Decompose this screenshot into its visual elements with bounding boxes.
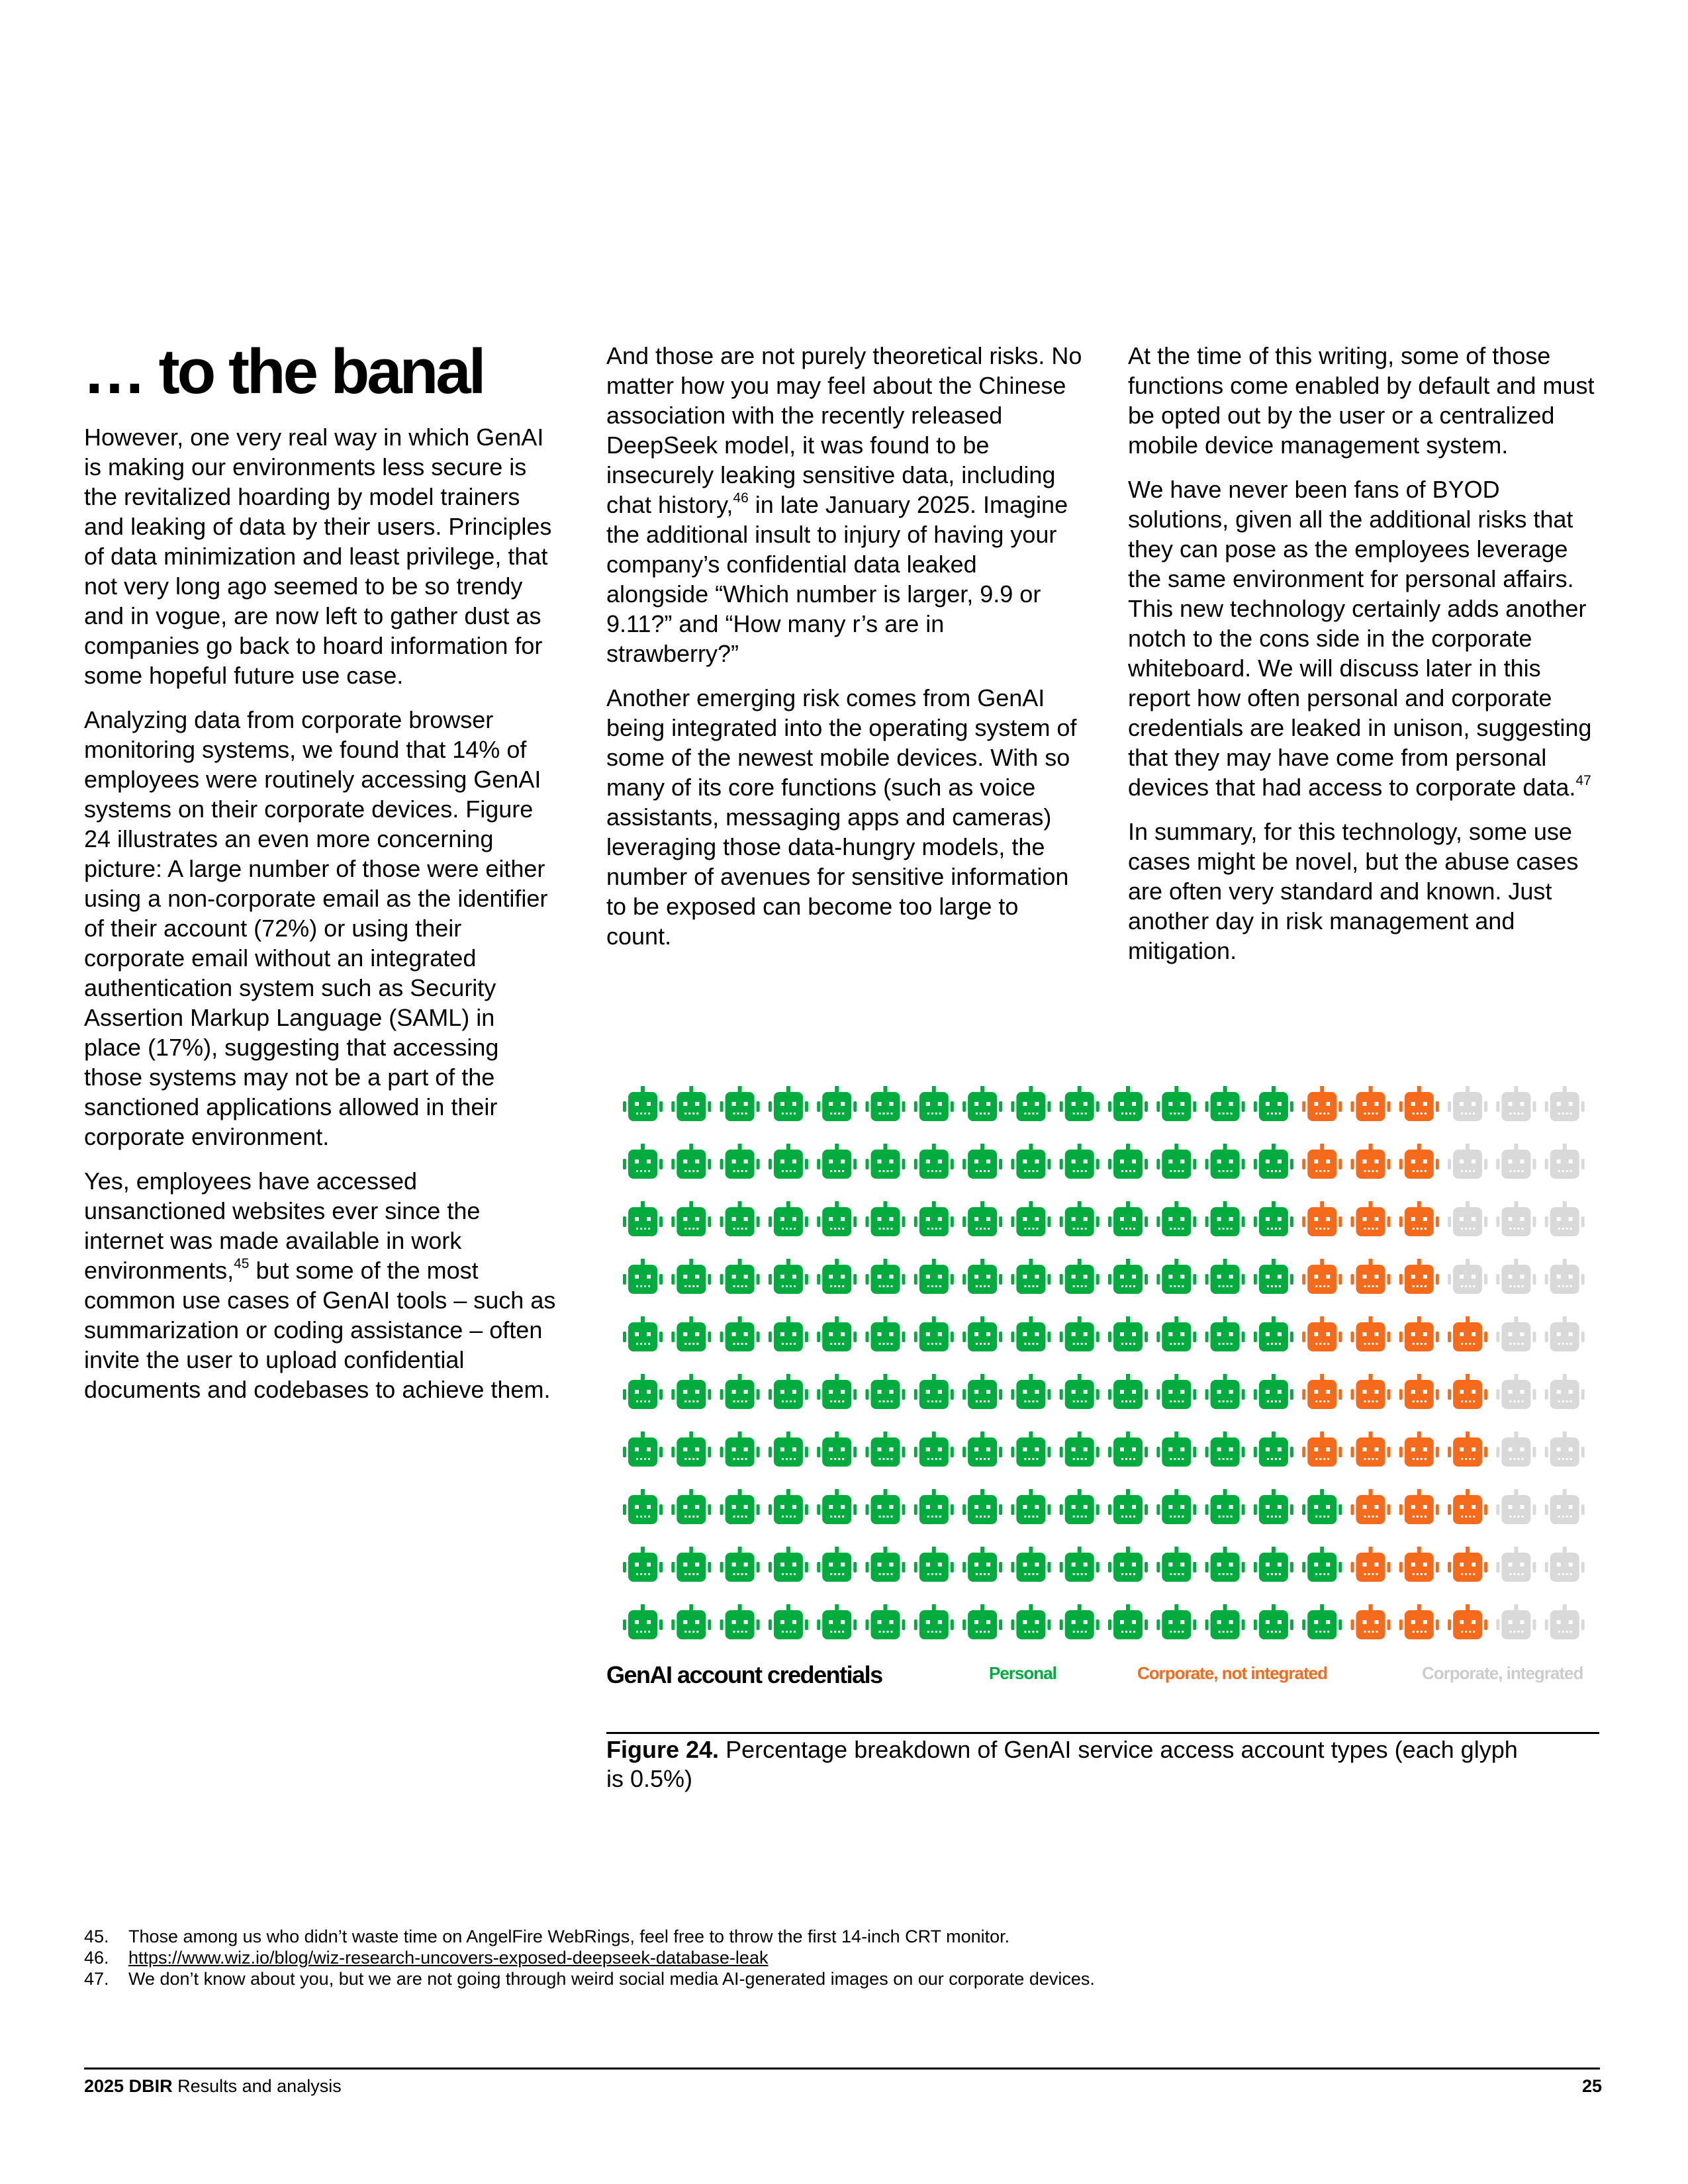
robot-glyph-personal bbox=[671, 1489, 711, 1524]
robot-glyph-personal bbox=[866, 1604, 906, 1639]
robot-glyph-personal bbox=[962, 1547, 1002, 1582]
robot-glyph-personal bbox=[1108, 1432, 1148, 1467]
robot-glyph-personal bbox=[1156, 1374, 1196, 1409]
robot-glyph-corporate-not-integrated bbox=[1351, 1086, 1391, 1121]
footnote-number: 45. bbox=[84, 1927, 109, 1946]
robot-glyph-corporate-integrated bbox=[1545, 1432, 1585, 1467]
robot-glyph-personal bbox=[769, 1547, 808, 1582]
robot-glyph-corporate-not-integrated bbox=[1351, 1547, 1391, 1582]
robot-glyph-corporate-not-integrated bbox=[1448, 1547, 1487, 1582]
robot-glyph-personal bbox=[720, 1374, 760, 1409]
robot-glyph-personal bbox=[671, 1086, 711, 1121]
robot-glyph-corporate-integrated bbox=[1448, 1201, 1487, 1236]
robot-glyph-personal bbox=[671, 1432, 711, 1467]
robot-glyph-corporate-not-integrated bbox=[1302, 1144, 1342, 1179]
robot-glyph-personal bbox=[1108, 1259, 1148, 1294]
robot-glyph-personal bbox=[866, 1432, 906, 1467]
robot-glyph-personal bbox=[1156, 1432, 1196, 1467]
robot-glyph-personal bbox=[1108, 1374, 1148, 1409]
robot-glyph-personal bbox=[962, 1316, 1002, 1351]
robot-glyph-corporate-not-integrated bbox=[1399, 1259, 1439, 1294]
robot-glyph-corporate-not-integrated bbox=[1351, 1489, 1391, 1524]
robot-glyph-personal bbox=[769, 1201, 808, 1236]
robot-glyph-personal bbox=[1011, 1604, 1051, 1639]
robot-glyph-personal bbox=[817, 1489, 857, 1524]
legend-item-corporate-integrated: Corporate, integrated bbox=[1422, 1663, 1583, 1683]
robot-glyph-chart bbox=[613, 1080, 1599, 1649]
robot-glyph-corporate-integrated bbox=[1545, 1316, 1585, 1351]
robot-glyph-corporate-not-integrated bbox=[1302, 1316, 1342, 1351]
robot-glyph-corporate-integrated bbox=[1496, 1086, 1536, 1121]
robot-glyph-corporate-not-integrated bbox=[1351, 1144, 1391, 1179]
robot-glyph-personal bbox=[1156, 1547, 1196, 1582]
paragraph-text: in late January 2025. Imagine the additional insult to injury of having your company’s confidential data leaked alongside “Which number is larger, 9.9 or 9.11?” and “How many r’s are in strawberry?” bbox=[606, 491, 1068, 667]
robot-glyph-personal bbox=[866, 1489, 906, 1524]
robot-glyph-personal bbox=[769, 1259, 808, 1294]
robot-glyph-personal bbox=[623, 1086, 663, 1121]
robot-glyph-corporate-integrated bbox=[1545, 1489, 1585, 1524]
robot-glyph-corporate-not-integrated bbox=[1302, 1259, 1342, 1294]
robot-glyph-personal bbox=[817, 1604, 857, 1639]
page-number: 25 bbox=[1581, 2076, 1602, 2096]
robot-glyph-personal bbox=[962, 1489, 1002, 1524]
paragraph: However, one very real way in which GenAI is making our environments less secure is the revitalized hoarding by model trainers and leaking of data by their users. Principles of data minimization and least privilege, that not very long ago seemed to be so trendy and in vogue, are now left to gather dust as companies go back to hoard information for some hopeful future use case. bbox=[84, 424, 552, 689]
report-name: 2025 DBIR bbox=[84, 2076, 173, 2096]
robot-glyph-personal bbox=[914, 1604, 954, 1639]
footnotes bbox=[84, 1926, 1143, 1989]
robot-glyph-personal bbox=[671, 1316, 711, 1351]
robot-glyph-personal bbox=[1108, 1086, 1148, 1121]
robot-glyph-personal bbox=[1205, 1259, 1245, 1294]
robot-glyph-corporate-integrated bbox=[1545, 1604, 1585, 1639]
robot-glyph-personal bbox=[962, 1604, 1002, 1639]
footnote-ref-46[interactable]: 46 bbox=[733, 490, 749, 506]
robot-glyph-corporate-integrated bbox=[1496, 1201, 1536, 1236]
robot-glyph-personal bbox=[720, 1144, 760, 1179]
robot-glyph-corporate-not-integrated bbox=[1399, 1086, 1439, 1121]
robot-glyph-personal bbox=[1060, 1259, 1100, 1294]
robot-glyph-personal bbox=[769, 1489, 808, 1524]
section-heading: … to the banal bbox=[83, 336, 484, 407]
robot-glyph-corporate-integrated bbox=[1496, 1316, 1536, 1351]
footnote-46 bbox=[84, 1947, 1143, 1968]
robot-glyph-personal bbox=[1011, 1489, 1051, 1524]
robot-glyph-personal bbox=[623, 1316, 663, 1351]
robot-glyph-personal bbox=[1060, 1374, 1100, 1409]
robot-glyph-personal bbox=[720, 1432, 760, 1467]
robot-glyph-personal bbox=[1011, 1086, 1051, 1121]
robot-glyph-personal bbox=[1254, 1432, 1293, 1467]
robot-glyph-personal bbox=[914, 1547, 954, 1582]
robot-glyph-corporate-integrated bbox=[1448, 1259, 1487, 1294]
robot-glyph-personal bbox=[914, 1432, 954, 1467]
robot-glyph-personal bbox=[1254, 1374, 1293, 1409]
robot-glyph-personal bbox=[1011, 1316, 1051, 1351]
robot-glyph-corporate-not-integrated bbox=[1448, 1489, 1487, 1524]
robot-glyph-personal bbox=[1205, 1547, 1245, 1582]
robot-glyph-corporate-not-integrated bbox=[1448, 1432, 1487, 1467]
paragraph: In summary, for this technology, some use cases might be novel, but the abuse cases are often very standard and known. Just another day in risk management and mitigation. bbox=[1128, 818, 1579, 964]
robot-glyph-personal bbox=[914, 1316, 954, 1351]
robot-glyph-corporate-not-integrated bbox=[1351, 1604, 1391, 1639]
robot-glyph-personal bbox=[1108, 1489, 1148, 1524]
robot-glyph-personal bbox=[1302, 1489, 1342, 1524]
robot-glyph-corporate-not-integrated bbox=[1302, 1201, 1342, 1236]
robot-glyph-personal bbox=[817, 1259, 857, 1294]
robot-glyph-corporate-integrated bbox=[1545, 1547, 1585, 1582]
robot-glyph-personal bbox=[1011, 1259, 1051, 1294]
robot-glyph-personal bbox=[671, 1374, 711, 1409]
robot-glyph-personal bbox=[720, 1547, 760, 1582]
robot-glyph-personal bbox=[817, 1316, 857, 1351]
robot-glyph-personal bbox=[623, 1259, 663, 1294]
robot-glyph-personal bbox=[817, 1432, 857, 1467]
robot-glyph-personal bbox=[962, 1432, 1002, 1467]
paragraph: Another emerging risk comes from GenAI being integrated into the operating system of some of the newest mobile devices. With so many of its core functions (such as voice assistants, messaging apps and cameras) leveraging those data-hungry models, the number of avenues for sensitive information to be exposed can become too large to count. bbox=[606, 684, 1077, 950]
robot-glyph-personal bbox=[769, 1374, 808, 1409]
paragraph-text: And those are not purely theoretical risks. No matter how you may feel about the Chinese association with the recently released DeepSeek model, it was found to be insecurely leaking sensitive data, including chat history, bbox=[606, 342, 1082, 518]
robot-glyph-personal bbox=[1060, 1201, 1100, 1236]
column-2 bbox=[606, 341, 1083, 966]
paragraph: Analyzing data from corporate browser monitoring systems, we found that 14% of employees were routinely accessing GenAI systems on their corporate devices. Figure 24 illustrates an even more concerning picture: A large number of those were either using a non-corporate email as the identifier of their account (72%) or using their corporate email without an integrated authentication system such as Security Assertion Markup Language (SAML) in place (17%), suggesting that accessing those systems may not be a part of the sanctioned applications allowed in their corporate environment. bbox=[84, 706, 548, 1150]
robot-glyph-personal bbox=[866, 1144, 906, 1179]
paragraph-text: We have never been fans of BYOD solutions, given all the additional risks that they can pose as the employees leverage the same environment for personal affairs. This new technology certainly adds another notch to the cons side in the corporate whiteboard. We will discuss later in this report how often personal and corporate credentials are leaked in unison, suggesting that they may have come from personal devices that had access to corporate data. bbox=[1128, 476, 1592, 801]
robot-glyph-corporate-not-integrated bbox=[1351, 1374, 1391, 1409]
footnote-text: We don’t know about you, but we are not going through weird social media AI-generated images on our corporate devices. bbox=[128, 1969, 1095, 1989]
robot-glyph-corporate-integrated bbox=[1448, 1086, 1487, 1121]
robot-glyph-personal bbox=[1060, 1547, 1100, 1582]
robot-glyph-personal bbox=[769, 1604, 808, 1639]
robot-glyph-personal bbox=[1205, 1374, 1245, 1409]
robot-glyph-corporate-not-integrated bbox=[1448, 1604, 1487, 1639]
legend-item-personal: Personal bbox=[989, 1663, 1056, 1683]
robot-glyph-personal bbox=[914, 1086, 954, 1121]
robot-glyph-personal bbox=[1011, 1144, 1051, 1179]
robot-glyph-personal bbox=[1156, 1201, 1196, 1236]
paragraph bbox=[1128, 475, 1605, 802]
robot-glyph-personal bbox=[1254, 1489, 1293, 1524]
robot-glyph-corporate-not-integrated bbox=[1448, 1316, 1487, 1351]
footnote-text: Those among us who didn’t waste time on AngelFire WebRings, feel free to throw the first 14-inch CRT monitor. bbox=[128, 1927, 1010, 1946]
robot-glyph-personal bbox=[817, 1086, 857, 1121]
robot-glyph-corporate-integrated bbox=[1496, 1432, 1536, 1467]
robot-glyph-personal bbox=[671, 1604, 711, 1639]
robot-glyph-personal bbox=[1156, 1144, 1196, 1179]
robot-glyph-personal bbox=[1254, 1547, 1293, 1582]
robot-glyph-corporate-integrated bbox=[1545, 1374, 1585, 1409]
robot-glyph-corporate-integrated bbox=[1496, 1547, 1536, 1582]
robot-glyph-personal bbox=[671, 1259, 711, 1294]
robot-glyph-personal bbox=[817, 1144, 857, 1179]
robot-glyph-personal bbox=[1205, 1316, 1245, 1351]
robot-glyph-personal bbox=[1108, 1547, 1148, 1582]
robot-glyph-corporate-not-integrated bbox=[1399, 1432, 1439, 1467]
robot-glyph-corporate-integrated bbox=[1448, 1144, 1487, 1179]
robot-glyph-personal bbox=[1011, 1374, 1051, 1409]
robot-glyph-personal bbox=[1205, 1489, 1245, 1524]
robot-glyph-personal bbox=[769, 1086, 808, 1121]
robot-glyph-corporate-integrated bbox=[1496, 1604, 1536, 1639]
robot-glyph-personal bbox=[866, 1374, 906, 1409]
robot-glyph-personal bbox=[866, 1316, 906, 1351]
robot-glyph-personal bbox=[769, 1316, 808, 1351]
robot-glyph-personal bbox=[914, 1201, 954, 1236]
robot-glyph-corporate-not-integrated bbox=[1302, 1374, 1342, 1409]
robot-glyph-personal bbox=[671, 1547, 711, 1582]
robot-glyph-personal bbox=[1060, 1086, 1100, 1121]
robot-glyph-corporate-not-integrated bbox=[1399, 1316, 1439, 1351]
robot-glyph-personal bbox=[720, 1489, 760, 1524]
robot-glyph-personal bbox=[866, 1201, 906, 1236]
robot-glyph-personal bbox=[1060, 1316, 1100, 1351]
footer-divider bbox=[84, 2068, 1600, 2070]
robot-glyph-personal bbox=[720, 1316, 760, 1351]
robot-glyph-personal bbox=[1205, 1604, 1245, 1639]
robot-glyph-personal bbox=[1302, 1604, 1342, 1639]
robot-glyph-personal bbox=[720, 1201, 760, 1236]
figure-caption-text: Percentage breakdown of GenAI service access account types (each glyph is 0.5%) bbox=[606, 1736, 1518, 1792]
robot-glyph-personal bbox=[1254, 1316, 1293, 1351]
section-name: Results and analysis bbox=[172, 2076, 342, 2096]
robot-glyph-personal bbox=[1156, 1604, 1196, 1639]
figure-caption bbox=[606, 1735, 1533, 1794]
robot-glyph-personal bbox=[1254, 1144, 1293, 1179]
robot-glyph-personal bbox=[1060, 1489, 1100, 1524]
robot-glyph-corporate-not-integrated bbox=[1448, 1374, 1487, 1409]
robot-glyph-personal bbox=[1060, 1144, 1100, 1179]
robot-glyph-personal bbox=[769, 1144, 808, 1179]
robot-glyph-personal bbox=[623, 1604, 663, 1639]
robot-glyph-personal bbox=[1156, 1316, 1196, 1351]
robot-glyph-personal bbox=[1156, 1489, 1196, 1524]
paragraph-text: Yes, employees have accessed unsanctioned websites ever since the internet was made available in work environments, bbox=[84, 1167, 481, 1284]
robot-glyph-corporate-integrated bbox=[1545, 1144, 1585, 1179]
robot-glyph-corporate-not-integrated bbox=[1399, 1374, 1439, 1409]
robot-glyph-personal bbox=[817, 1547, 857, 1582]
footer-report-title bbox=[84, 2076, 342, 2097]
robot-glyph-personal bbox=[1108, 1604, 1148, 1639]
footnote-47 bbox=[84, 1968, 1143, 1989]
footnote-45 bbox=[84, 1926, 1143, 1947]
robot-glyph-personal bbox=[623, 1374, 663, 1409]
robot-glyph-corporate-not-integrated bbox=[1302, 1086, 1342, 1121]
robot-glyph-corporate-integrated bbox=[1545, 1201, 1585, 1236]
footnote-link[interactable]: https://www.wiz.io/blog/wiz-research-uncovers-exposed-deepseek-database-leak bbox=[128, 1948, 769, 1968]
robot-glyph-personal bbox=[1156, 1259, 1196, 1294]
robot-glyph-corporate-not-integrated bbox=[1399, 1547, 1439, 1582]
footnote-ref-45[interactable]: 45 bbox=[234, 1256, 250, 1271]
paragraph-text: but some of the most common use cases of GenAI tools – such as summarization or coding assistance – often invite the user to upload confidential documents and codebases to achieve them. bbox=[84, 1257, 556, 1403]
robot-glyph-corporate-integrated bbox=[1545, 1259, 1585, 1294]
robot-glyph-personal bbox=[623, 1144, 663, 1179]
robot-glyph-personal bbox=[1254, 1259, 1293, 1294]
robot-glyph-personal bbox=[1205, 1086, 1245, 1121]
robot-glyph-personal bbox=[914, 1259, 954, 1294]
robot-glyph-personal bbox=[1011, 1432, 1051, 1467]
robot-glyph-corporate-integrated bbox=[1496, 1489, 1536, 1524]
robot-glyph-personal bbox=[866, 1547, 906, 1582]
robot-glyph-personal bbox=[1205, 1432, 1245, 1467]
paragraph: At the time of this writing, some of those functions come enabled by default and must be opted out by the user or a centralized mobile device management system. bbox=[1128, 342, 1595, 459]
robot-glyph-personal bbox=[1254, 1201, 1293, 1236]
robot-glyph-corporate-not-integrated bbox=[1351, 1201, 1391, 1236]
paragraph bbox=[84, 1166, 557, 1404]
robot-glyph-personal bbox=[1205, 1144, 1245, 1179]
robot-glyph-personal bbox=[671, 1144, 711, 1179]
footnote-number: 46. bbox=[84, 1948, 109, 1968]
robot-glyph-corporate-integrated bbox=[1496, 1374, 1536, 1409]
robot-glyph-personal bbox=[1108, 1201, 1148, 1236]
robot-glyph-personal bbox=[962, 1259, 1002, 1294]
robot-glyph-personal bbox=[1302, 1547, 1342, 1582]
robot-glyph-personal bbox=[866, 1086, 906, 1121]
robot-glyph-personal bbox=[1156, 1086, 1196, 1121]
robot-glyph-personal bbox=[817, 1374, 857, 1409]
robot-glyph-personal bbox=[720, 1604, 760, 1639]
robot-glyph-personal bbox=[914, 1374, 954, 1409]
robot-glyph-personal bbox=[1254, 1086, 1293, 1121]
robot-glyph-personal bbox=[866, 1259, 906, 1294]
robot-glyph-corporate-not-integrated bbox=[1399, 1201, 1439, 1236]
robot-glyph-personal bbox=[720, 1086, 760, 1121]
robot-glyph-personal bbox=[623, 1201, 663, 1236]
robot-glyph-personal bbox=[914, 1489, 954, 1524]
robot-glyph-personal bbox=[1011, 1547, 1051, 1582]
robot-glyph-corporate-integrated bbox=[1545, 1086, 1585, 1121]
robot-glyph-personal bbox=[769, 1432, 808, 1467]
figure-divider bbox=[606, 1732, 1599, 1734]
robot-glyph-personal bbox=[671, 1201, 711, 1236]
robot-glyph-corporate-not-integrated bbox=[1351, 1432, 1391, 1467]
robot-glyph-personal bbox=[720, 1259, 760, 1294]
footnote-ref-47[interactable]: 47 bbox=[1575, 773, 1591, 788]
robot-glyph-personal bbox=[962, 1374, 1002, 1409]
footnote-number: 47. bbox=[84, 1969, 109, 1989]
robot-glyph-corporate-not-integrated bbox=[1399, 1144, 1439, 1179]
robot-glyph-personal bbox=[1060, 1432, 1100, 1467]
robot-glyph-personal bbox=[817, 1201, 857, 1236]
robot-glyph-corporate-not-integrated bbox=[1399, 1489, 1439, 1524]
figure-label: Figure 24. bbox=[606, 1736, 720, 1763]
robot-glyph-personal bbox=[1108, 1144, 1148, 1179]
robot-glyph-personal bbox=[962, 1086, 1002, 1121]
robot-glyph-personal bbox=[962, 1201, 1002, 1236]
robot-glyph-corporate-integrated bbox=[1496, 1144, 1536, 1179]
robot-glyph-corporate-integrated bbox=[1496, 1259, 1536, 1294]
column-3 bbox=[1128, 341, 1605, 980]
robot-glyph-personal bbox=[1060, 1604, 1100, 1639]
robot-glyph-corporate-not-integrated bbox=[1399, 1604, 1439, 1639]
robot-glyph-personal bbox=[1205, 1201, 1245, 1236]
paragraph bbox=[606, 341, 1083, 668]
robot-glyph-personal bbox=[962, 1144, 1002, 1179]
robot-glyph-corporate-not-integrated bbox=[1302, 1432, 1342, 1467]
legend-item-corporate-not-integrated: Corporate, not integrated bbox=[1137, 1663, 1328, 1683]
column-1 bbox=[83, 336, 557, 1419]
robot-glyph-corporate-not-integrated bbox=[1351, 1316, 1391, 1351]
robot-glyph-personal bbox=[914, 1144, 954, 1179]
robot-glyph-personal bbox=[1254, 1604, 1293, 1639]
robot-glyph-personal bbox=[623, 1489, 663, 1524]
legend-title: GenAI account credentials bbox=[606, 1661, 882, 1688]
robot-glyph-personal bbox=[623, 1547, 663, 1582]
robot-glyph-personal bbox=[623, 1432, 663, 1467]
robot-glyph-personal bbox=[1108, 1316, 1148, 1351]
robot-glyph-corporate-not-integrated bbox=[1351, 1259, 1391, 1294]
robot-glyph-personal bbox=[1011, 1201, 1051, 1236]
